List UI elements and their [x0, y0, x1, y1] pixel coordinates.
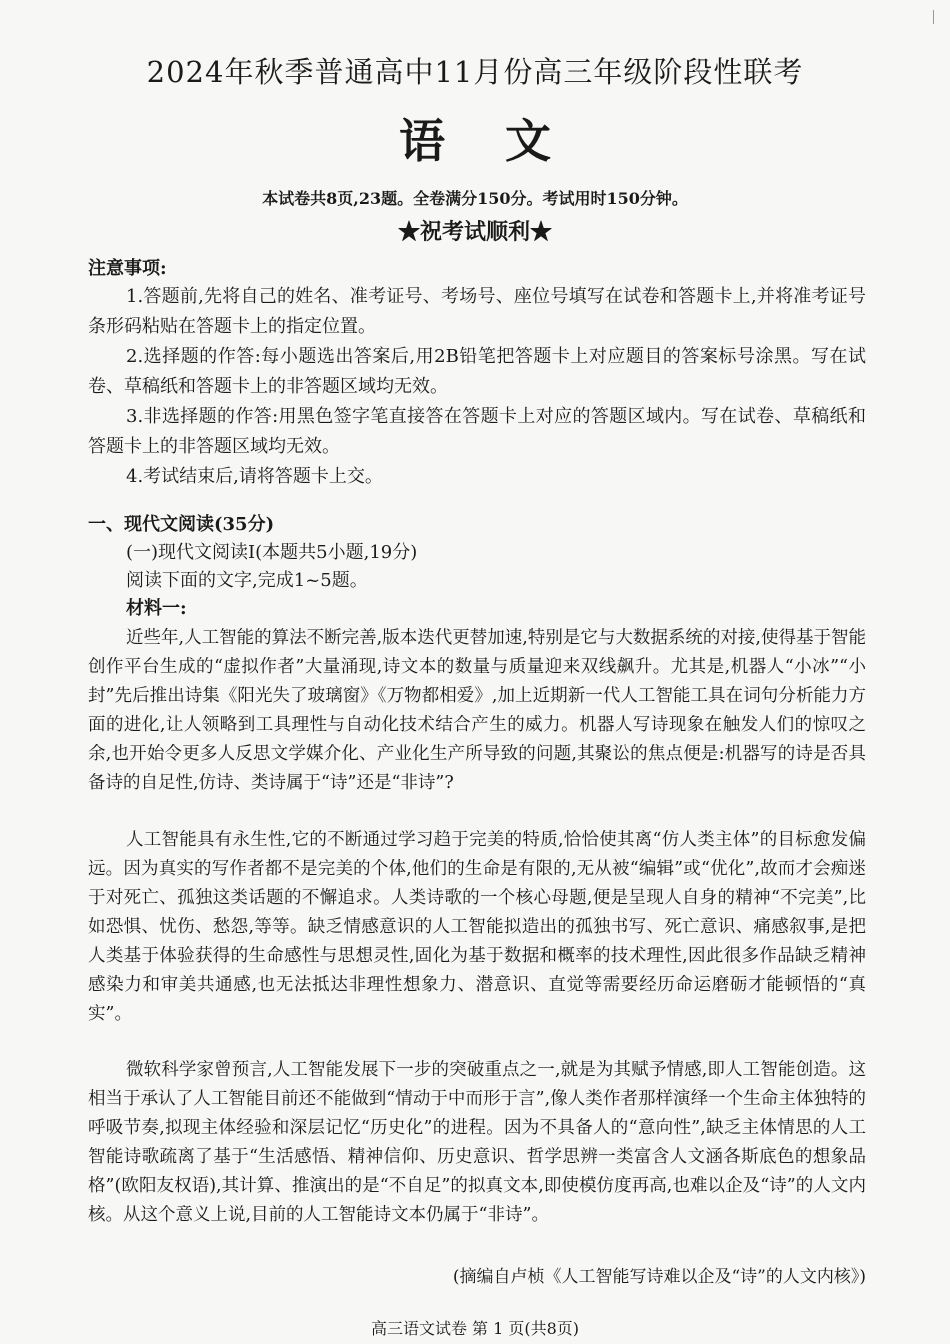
exam-info: 本试卷共8页,23题。全卷满分150分。考试用时150分钟。	[262, 189, 688, 208]
material-paragraph-2: 人工智能具有永生性,它的不断通过学习趋于完美的特质,恰恰使其离“仿人类主体”的目标愈发偏远。因为真实的写作者都不是完美的个体,他们的生命是有限的,无从被“编辑”或“优化”,故而才会痴迷于对死亡、孤独这类话题的不懈追求。人类诗歌的一个核心母题,便是呈现人自身的精神“不完美”,比如恐惧、忧伤、愁怨,等等。缺乏情感意识的人工智能拟造出的孤独书写、死亡意识、痛感叙事,是把人类基于体验获得的生命感性与思想灵性,固化为基于数据和概率的技术理性,因此很多作品缺乏精神感染力和审美共通感,也无法抵达非理性想象力、潜意识、直觉等需要经历命运磨砺才能顿悟的“真实”。	[88, 830, 866, 1024]
notice-item-4: 4.考试结束后,请将答题卡上交。	[126, 466, 383, 487]
material-paragraph-1: 近些年,人工智能的算法不断完善,版本迭代更替加速,特别是它与大数据系统的对接,使得基于智能创作平台生成的“虚拟作者”大量涌现,诗文本的数量与质量迎来双线飙升。尤其是,机器人“小冰”“小封”先后推出诗集《阳光失了玻璃窗》《万物都相爱》,加上近期新一代人工智能工具在词句分析能力方面的进化,让人领略到工具理性与自动化技术结合产生的威力。机器人写诗现象在触发人们的惊叹之余,也开始令更多人反思文学媒介化、产业化生产所导致的问题,其聚讼的焦点便是:机器写的诗是否具备诗的自足性,仿诗、类诗属于“诗”还是“非诗”?	[88, 628, 866, 793]
sub-section-heading: (一)现代文阅读Ⅰ(本题共5小题,19分)	[126, 542, 418, 563]
material-label: 材料一:	[126, 598, 187, 619]
margin-mark	[933, 10, 934, 24]
section-heading: 一、现代文阅读(35分)	[88, 514, 275, 535]
page-footer: 高三语文试卷 第 1 页(共8页)	[370, 1319, 580, 1338]
material-paragraph-3: 微软科学家曾预言,人工智能发展下一步的突破重点之一,就是为其赋予情感,即人工智能创造。这相当于承认了人工智能目前还不能做到“情动于中而形于言”,像人类作者那样演绎一个生命主体独特的呼吸节奏,拟现主体经验和深层记忆“历史化”的进程。因为不具备人的“意向性”,缺乏主体情思的人工智能诗歌疏离了基于“生活感悟、精神信仰、历史意识、哲学思辨一类富含人文涵各斯底色的想象品格”(欧阳友权语),其计算、推演出的是“不自足”的拟真文本,即使模仿度再高,也难以企及“诗”的人文内核。从这个意义上说,目前的人工智能诗文本仍属于“非诗”。	[88, 1060, 866, 1225]
notice-item-2: 2.选择题的作答:每小题选出答案后,用2B铅笔把答题卡上对应题目的答案标号涂黑。写在试卷、草稿纸和答题卡上的非答题区域均无效。	[88, 346, 866, 397]
exam-title: 2024年秋季普通高中11月份高三年级阶段性联考	[146, 55, 804, 89]
material-source: (摘编自卢桢《人工智能写诗难以企及“诗”的人文内核》)	[452, 1267, 866, 1287]
notice-heading: 注意事项:	[88, 258, 167, 279]
subject-title: 语文	[399, 114, 611, 168]
reading-instruction: 阅读下面的文字,完成1~5题。	[126, 570, 368, 591]
notice-item-3: 3.非选择题的作答:用黑色签字笔直接答在答题卡上对应的答题区域内。写在试卷、草稿纸和答题卡上的非答题区域均无效。	[88, 406, 866, 457]
notice-item-1: 1.答题前,先将自己的姓名、准考证号、考场号、座位号填写在试卷和答题卡上,并将准考证号条形码粘贴在答题卡上的指定位置。	[88, 286, 866, 337]
blessing-banner: ★祝考试顺利★	[397, 219, 552, 245]
